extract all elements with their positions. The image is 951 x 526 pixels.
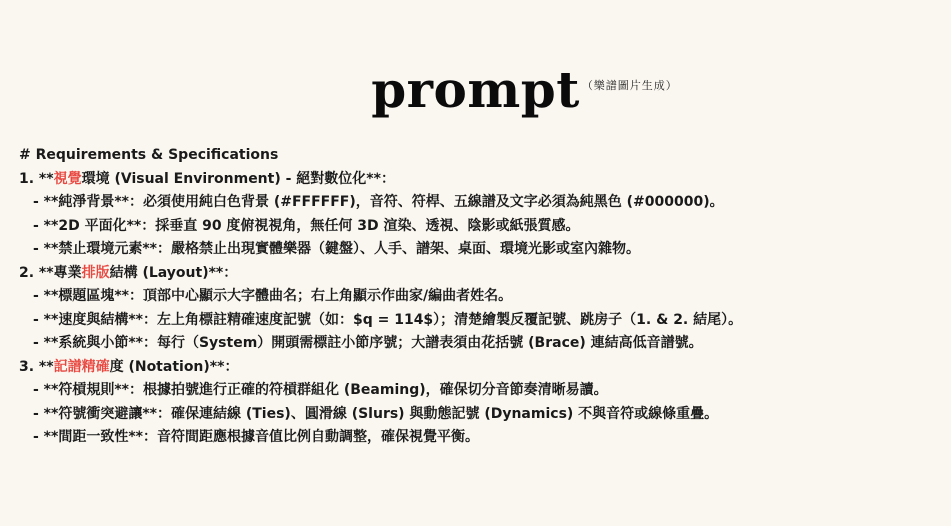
section-3-suffix: 度 (Notation)**： [109,358,239,375]
list-item: - **標題區塊**：頂部中心顯示大字體曲名；右上角顯示作曲家/編曲者姓名。 [33,288,513,304]
section-2-highlight: 排版 [81,264,110,281]
section-2-prefix: 2. **專業 [19,264,82,281]
section-1-suffix: 環境 (Visual Environment) - 絕對數位化**： [81,170,395,187]
requirements-document [19,144,939,450]
section-heading: # Requirements & Specifications [19,147,279,163]
section-1-highlight: 視覺 [53,170,82,187]
section-2-suffix: 結構 (Layout)**： [109,264,238,281]
section-1-prefix: 1. ** [19,170,54,187]
page-title [371,60,678,120]
section-2-title [19,262,939,286]
list-item: - **速度與結構**：左上角標註精確速度記號（如：$q = 114$）；清楚繪製反覆記號、跳房子（1. & 2. 結尾）。 [33,311,743,328]
section-3-prefix: 3. ** [19,358,54,375]
title-area [0,60,951,130]
list-item: - **符槓規則**：根據拍號進行正確的符槓群組化 (Beaming)，確保切分音節奏清晰易讀。 [33,382,608,398]
list-item: - **符號衝突避讓**：確保連結線 (Ties)、圓滑線 (Slurs) 與動態記號 (Dynamics) 不與音符或線條重疊。 [33,405,719,422]
list-item: - **系統與小節**：每行（System）開頭需標註小節序號；大譜表須由花括號 (Brace) 連結高低音譜號。 [33,335,703,351]
title-text: prompt [371,60,580,119]
list-item: - **2D 平面化**：採垂直 90 度俯視視角，無任何 3D 渲染、透視、陰影或紙張質感。 [33,217,580,234]
section-1-title [19,168,939,192]
section-3-title [19,356,939,380]
list-item: - **禁止環境元素**：嚴格禁止出現實體樂器（鍵盤）、人手、譜架、桌面、環境光影或室內雜物。 [33,241,640,257]
section-3-highlight: 記譜精確 [53,358,110,375]
list-item: - **純淨背景**：必須使用純白色背景 (#FFFFFF)，音符、符桿、五線譜及文字必須為純黑色 (#000000)。 [33,194,724,210]
page-subtitle: （樂譜圖片生成） [581,79,678,92]
list-item: - **間距一致性**：音符間距應根據音值比例自動調整，確保視覺平衡。 [33,429,479,445]
